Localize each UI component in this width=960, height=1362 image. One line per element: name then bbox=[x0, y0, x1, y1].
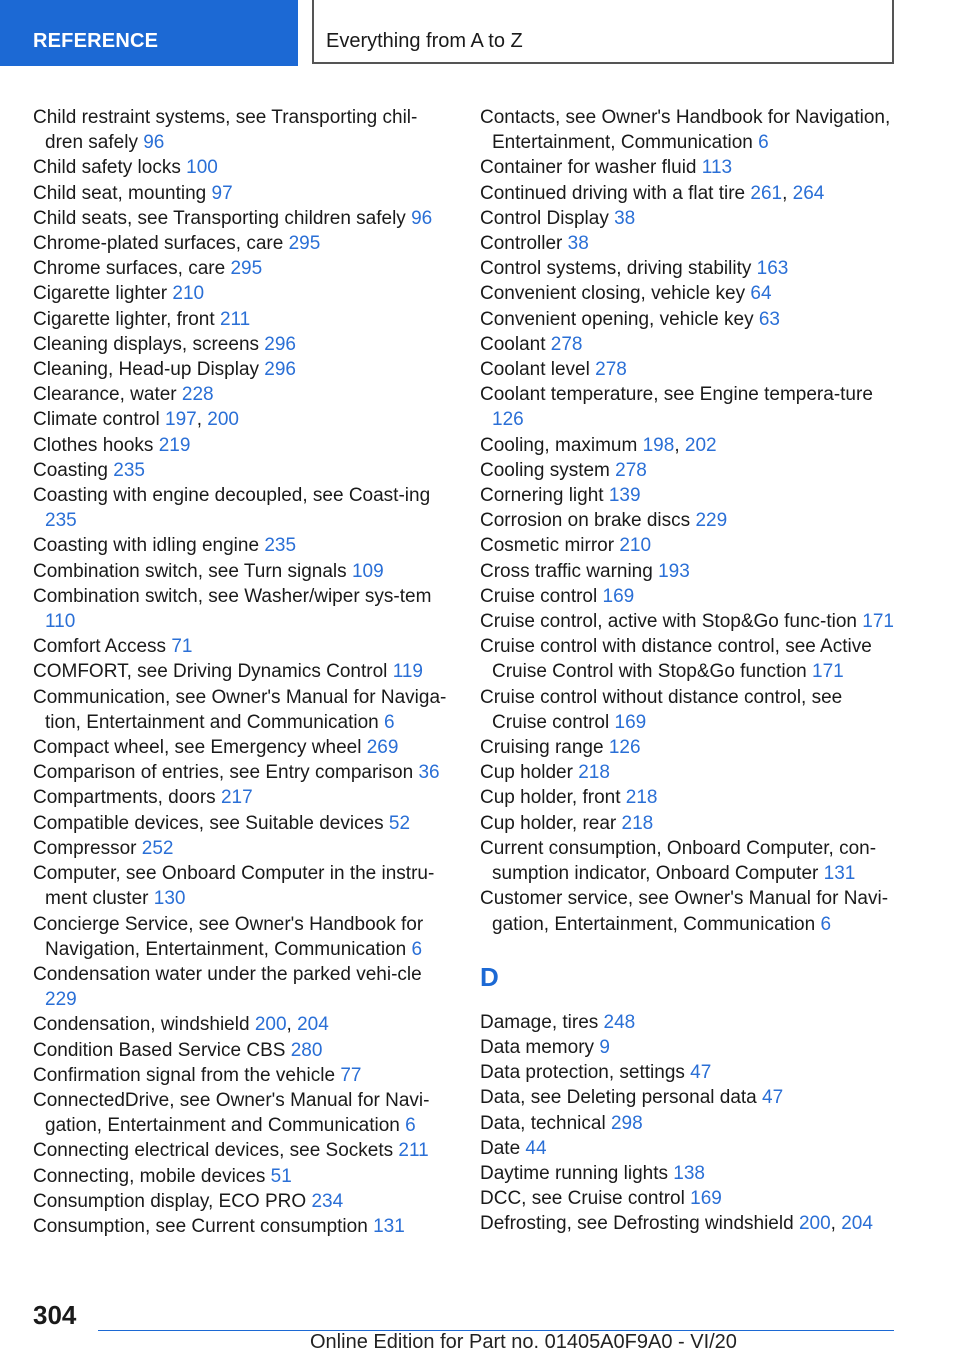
index-entry bbox=[33, 281, 453, 306]
page-reference-link[interactable]: 295 bbox=[230, 258, 263, 280]
index-entry bbox=[480, 1111, 900, 1136]
index-entry bbox=[33, 836, 453, 861]
page-reference-link[interactable]: 126 bbox=[492, 409, 524, 431]
index-letter-heading: D bbox=[480, 961, 499, 992]
page-reference-link[interactable]: 139 bbox=[608, 485, 641, 507]
index-entry bbox=[480, 1136, 900, 1161]
page-reference-link[interactable]: 278 bbox=[550, 333, 583, 355]
index-entry-term: Communication, see Owner's Manual for Naviga-tion, Entertainment and Communication bbox=[33, 686, 447, 733]
index-entry: Condensation, windshield 200, 204 bbox=[33, 1014, 329, 1036]
index-entry-term: Data protection, settings bbox=[480, 1062, 691, 1084]
index-entry bbox=[480, 105, 900, 155]
page-reference-link[interactable]: 234 bbox=[311, 1190, 344, 1212]
page-reference-link[interactable]: 280 bbox=[290, 1039, 323, 1061]
index-entry bbox=[480, 836, 900, 886]
index-entry bbox=[33, 458, 453, 483]
page-reference-link[interactable]: 248 bbox=[603, 1011, 636, 1033]
index-entry-term: Comparison of entries, see Entry comparison bbox=[33, 762, 419, 784]
index-entry-term: Condition Based Service CBS bbox=[33, 1039, 291, 1061]
index-entry bbox=[480, 1010, 900, 1035]
index-entry bbox=[480, 155, 900, 180]
page-reference-link[interactable]: 51 bbox=[270, 1165, 292, 1187]
index-entry-term: Cooling, maximum bbox=[480, 434, 643, 456]
page-reference-link[interactable]: 96 bbox=[411, 207, 433, 229]
index-entry-term: Computer, see Onboard Computer in the instru-ment cluster bbox=[33, 863, 435, 910]
footer-edition: Online Edition for Part no. 01405A0F9A0 - VI/20 bbox=[310, 1331, 737, 1353]
page-reference-link[interactable]: 131 bbox=[823, 863, 856, 885]
page-reference-link[interactable]: 171 bbox=[812, 661, 844, 683]
index-entry-term: Child safety locks bbox=[33, 157, 187, 179]
index-entry bbox=[33, 231, 453, 256]
page-reference-link[interactable]: 171 bbox=[862, 611, 894, 633]
index-entry-term: Continued driving with a flat tire bbox=[480, 182, 751, 204]
index-entry-term: Damage, tires bbox=[480, 1011, 604, 1033]
index-entry-term: Concierge Service, see Owner's Handbook for Navigation, Entertainment, Communication bbox=[33, 913, 424, 960]
index-entry bbox=[33, 811, 453, 836]
page-reference-link[interactable]: 298 bbox=[610, 1112, 643, 1134]
page-reference-link[interactable]: 296 bbox=[264, 333, 296, 355]
section-tab bbox=[0, 0, 298, 66]
index-entry bbox=[33, 1189, 453, 1214]
page-reference-link[interactable]: 197 bbox=[165, 409, 197, 431]
index-entry-term: Consumption display, ECO PRO bbox=[33, 1190, 312, 1212]
index-entry-term: Coolant temperature, see Engine tempera-ture bbox=[480, 384, 873, 406]
index-entry bbox=[480, 584, 900, 609]
page-reference-link[interactable]: 130 bbox=[153, 888, 186, 910]
page-reference-link[interactable]: 202 bbox=[684, 434, 717, 456]
index-entry bbox=[480, 357, 900, 382]
page-reference-link[interactable]: 71 bbox=[171, 636, 193, 658]
index-entry bbox=[33, 685, 453, 735]
index-entry bbox=[33, 382, 453, 407]
page-reference-link[interactable]: 9 bbox=[599, 1036, 610, 1058]
index-entry-term: Child seats, see Transporting children safely bbox=[33, 207, 412, 229]
page-reference-link[interactable]: 211 bbox=[219, 308, 251, 330]
index-entry-term: Container for washer fluid bbox=[480, 157, 702, 179]
index-entry bbox=[480, 785, 900, 810]
index-entry bbox=[33, 105, 453, 155]
page-reference-link[interactable]: 217 bbox=[220, 787, 253, 809]
page-reference-link[interactable]: 52 bbox=[388, 812, 411, 834]
index-entry bbox=[33, 533, 453, 558]
index-column-left bbox=[33, 105, 453, 1239]
index-entry-term: Climate control bbox=[33, 409, 165, 431]
index-entry-term: Coolant bbox=[480, 333, 551, 355]
page-reference-link[interactable]: 204 bbox=[841, 1213, 873, 1235]
index-entry-term: Coasting with engine decoupled, see Coast-ing bbox=[33, 485, 431, 507]
index-entry-term: Convenient closing, vehicle key bbox=[480, 283, 751, 305]
page-reference-link[interactable]: 193 bbox=[658, 560, 690, 582]
index-entry-term: Control Display bbox=[480, 207, 615, 229]
page-reference-link[interactable]: 44 bbox=[525, 1137, 547, 1159]
index-entry bbox=[480, 1060, 900, 1085]
page-reference-link[interactable]: 138 bbox=[673, 1162, 705, 1184]
index-entry-term: Confirmation signal from the vehicle bbox=[33, 1064, 341, 1086]
index-entry-term: DCC, see Cruise control bbox=[480, 1188, 691, 1210]
index-entry-term: Compartments, doors bbox=[33, 787, 221, 809]
index-entry-term: Cup holder bbox=[480, 762, 579, 784]
page-reference-link[interactable]: 235 bbox=[113, 459, 145, 481]
index-entry-term: Contacts, see Owner's Handbook for Navigation, Entertainment, Communication bbox=[480, 107, 891, 154]
index-entry-term: Cosmetic mirror bbox=[480, 535, 620, 557]
index-entry-term: Connecting, mobile devices bbox=[33, 1165, 271, 1187]
index-entry bbox=[33, 206, 453, 231]
index-entry bbox=[33, 785, 453, 810]
index-entry bbox=[480, 332, 900, 357]
index-entry bbox=[480, 256, 900, 281]
index-entry bbox=[480, 231, 900, 256]
index-entry bbox=[33, 433, 453, 458]
index-entry bbox=[33, 483, 453, 533]
page-reference-link[interactable]: 219 bbox=[158, 434, 191, 456]
index-entry bbox=[480, 1035, 900, 1060]
index-entry-term: Child seat, mounting bbox=[33, 182, 212, 204]
page-reference-link[interactable]: 200 bbox=[798, 1213, 831, 1235]
index-entry bbox=[33, 307, 453, 332]
page-reference-link[interactable]: 131 bbox=[373, 1215, 405, 1237]
page-reference-link[interactable]: 169 bbox=[602, 585, 635, 607]
page-reference-link[interactable]: 6 bbox=[384, 711, 395, 733]
index-entry-term: Data, technical bbox=[480, 1112, 611, 1134]
index-entry-term: Cigarette lighter, front bbox=[33, 308, 220, 330]
page-reference-link[interactable]: 110 bbox=[45, 611, 76, 633]
page-reference-link[interactable]: 229 bbox=[695, 510, 728, 532]
index-entry-term: Data, see Deleting personal data bbox=[480, 1087, 763, 1109]
index-entry-term: Clothes hooks bbox=[33, 434, 159, 456]
index-entry bbox=[33, 1214, 453, 1239]
index-entry bbox=[480, 281, 900, 306]
index-entry-term: Chrome surfaces, care bbox=[33, 258, 231, 280]
page-reference-link[interactable]: 6 bbox=[411, 938, 423, 960]
index-entry bbox=[33, 760, 453, 785]
index-entry bbox=[33, 912, 453, 962]
page-reference-link[interactable]: 210 bbox=[619, 535, 652, 557]
index-entry-term: COMFORT, see Driving Dynamics Control bbox=[33, 661, 393, 683]
index-group-c bbox=[480, 105, 900, 937]
page-reference-link[interactable]: 252 bbox=[141, 837, 174, 859]
page-reference-link[interactable]: 200 bbox=[207, 409, 239, 431]
index-entry-term: Cruise control without distance control, see Cruise control bbox=[480, 686, 843, 733]
index-entry bbox=[480, 559, 900, 584]
index-entry bbox=[480, 382, 900, 432]
index-entry: Continued driving with a flat tire 261, 264 bbox=[480, 182, 825, 204]
page-reference-link[interactable]: 47 bbox=[690, 1062, 712, 1084]
page-reference-link[interactable]: 96 bbox=[143, 132, 165, 154]
index-entry-term: Chrome-plated surfaces, care bbox=[33, 233, 289, 255]
index-entry bbox=[480, 483, 900, 508]
page-reference-link[interactable]: 296 bbox=[264, 359, 296, 381]
index-entry bbox=[33, 181, 453, 206]
chapter-title: Everything from A to Z bbox=[326, 30, 523, 52]
index-entry-term: Defrosting, see Defrosting windshield bbox=[480, 1213, 799, 1235]
index-entry-term: Daytime running lights bbox=[480, 1162, 674, 1184]
page-reference-link[interactable]: 218 bbox=[578, 762, 610, 784]
index-entry-term: Convenient opening, vehicle key bbox=[480, 308, 759, 330]
index-entry-term: Cleaning, Head-up Display bbox=[33, 359, 265, 381]
page-reference-link[interactable]: 204 bbox=[297, 1014, 329, 1036]
page-reference-link[interactable]: 278 bbox=[615, 459, 647, 481]
index-entry: Defrosting, see Defrosting windshield 200, 204 bbox=[480, 1213, 873, 1235]
index-entry bbox=[480, 1161, 900, 1186]
index-entry-term: Coasting bbox=[33, 459, 114, 481]
page-reference-link[interactable]: 218 bbox=[625, 787, 658, 809]
page-reference-link[interactable]: 97 bbox=[211, 182, 233, 204]
index-entry bbox=[480, 760, 900, 785]
index-entry-term: Condensation water under the parked vehi-cle bbox=[33, 963, 422, 985]
index-entry-term: Cruising range bbox=[480, 737, 609, 759]
index-entry-term: Date bbox=[480, 1137, 526, 1159]
page-reference-link[interactable]: 6 bbox=[405, 1115, 416, 1137]
index-entry bbox=[33, 634, 453, 659]
page-reference-link[interactable]: 218 bbox=[621, 812, 654, 834]
page-reference-link[interactable]: 38 bbox=[614, 207, 636, 229]
index-entry bbox=[480, 685, 900, 735]
index-group-d bbox=[480, 1010, 900, 1237]
index-entry bbox=[480, 206, 900, 231]
page-reference-link[interactable]: 295 bbox=[288, 233, 321, 255]
index-entry-term: Cooling system bbox=[480, 459, 616, 481]
index-entry-term: Cleaning displays, screens bbox=[33, 333, 265, 355]
page-reference-link[interactable]: 198 bbox=[642, 434, 675, 456]
index-entry-term: Controller bbox=[480, 233, 568, 255]
index-entry: Climate control 197, 200 bbox=[33, 409, 239, 431]
page-reference-link[interactable]: 113 bbox=[701, 157, 733, 179]
index-entry: Cooling, maximum 198, 202 bbox=[480, 434, 717, 456]
index-entry bbox=[33, 659, 453, 684]
page-reference-link[interactable]: 169 bbox=[690, 1188, 722, 1210]
index-entry bbox=[33, 1138, 453, 1163]
index-entry-term: Clearance, water bbox=[33, 384, 182, 406]
index-entry bbox=[480, 458, 900, 483]
index-entry-term: Cruise control with distance control, see Active Cruise Control with Stop&Go function bbox=[480, 636, 872, 683]
page-reference-link[interactable]: 36 bbox=[418, 762, 440, 784]
index-entry-term: Combination switch, see Turn signals bbox=[33, 560, 352, 582]
index-entry bbox=[33, 256, 453, 281]
index-entry bbox=[33, 962, 453, 1012]
index-entry bbox=[33, 1164, 453, 1189]
index-entry-term: Compressor bbox=[33, 837, 142, 859]
index-entry-term: Coasting with idling engine bbox=[33, 535, 265, 557]
page-reference-link[interactable]: 126 bbox=[608, 737, 641, 759]
page-reference-link[interactable]: 100 bbox=[186, 157, 218, 179]
page-reference-link[interactable]: 200 bbox=[254, 1014, 287, 1036]
index-entry bbox=[33, 1063, 453, 1088]
index-entry-term: Condensation, windshield bbox=[33, 1014, 255, 1036]
index-entry bbox=[480, 307, 900, 332]
index-entry-term: Corrosion on brake discs bbox=[480, 510, 696, 532]
page-number: 304 bbox=[33, 1300, 77, 1330]
page-reference-link[interactable]: 169 bbox=[614, 711, 647, 733]
page-reference-link[interactable]: 6 bbox=[820, 913, 832, 935]
index-entry bbox=[33, 861, 453, 911]
page-reference-link[interactable]: 47 bbox=[762, 1087, 784, 1109]
index-entry-term: ConnectedDrive, see Owner's Manual for Navi-gation, Entertainment and Communication bbox=[33, 1089, 430, 1137]
index-entry bbox=[480, 735, 900, 760]
page-reference-link[interactable]: 228 bbox=[181, 384, 214, 406]
page-reference-link[interactable]: 278 bbox=[595, 359, 627, 381]
page-reference-link[interactable]: 269 bbox=[366, 737, 399, 759]
index-entry-term: Comfort Access bbox=[33, 636, 172, 658]
index-entry-term: Cruise control bbox=[480, 585, 603, 607]
page-reference-link[interactable]: 63 bbox=[758, 308, 780, 330]
page-reference-link[interactable]: 211 bbox=[398, 1140, 429, 1162]
index-entry bbox=[480, 886, 900, 936]
index-entry-term: Cup holder, rear bbox=[480, 812, 622, 834]
index-entry bbox=[33, 155, 453, 180]
index-entry bbox=[480, 1085, 900, 1110]
page-reference-link[interactable]: 109 bbox=[351, 560, 384, 582]
page-reference-link[interactable]: 261 bbox=[750, 182, 783, 204]
index-entry-term: Combination switch, see Washer/wiper sys-tem bbox=[33, 585, 432, 607]
index-entry bbox=[33, 357, 453, 382]
page-reference-link[interactable]: 163 bbox=[756, 258, 789, 280]
page-reference-link[interactable]: 210 bbox=[172, 283, 205, 305]
page-reference-link[interactable]: 64 bbox=[750, 283, 772, 305]
index-entry-term: Connecting electrical devices, see Sockets bbox=[33, 1140, 399, 1162]
index-entry bbox=[33, 1088, 453, 1138]
page-reference-link[interactable]: 264 bbox=[792, 182, 825, 204]
index-entry bbox=[33, 559, 453, 584]
page-reference-link[interactable]: 235 bbox=[264, 535, 297, 557]
index-entry-term: Cornering light bbox=[480, 485, 609, 507]
page-reference-link[interactable]: 38 bbox=[567, 233, 589, 255]
index-entry bbox=[33, 332, 453, 357]
index-entry bbox=[33, 735, 453, 760]
index-entry-term: Cup holder, front bbox=[480, 787, 626, 809]
index-entry-term: Current consumption, Onboard Computer, con-sumption indicator, Onboard Computer bbox=[480, 837, 877, 885]
index-entry-term: Control systems, driving stability bbox=[480, 258, 757, 280]
index-entry-term: Compatible devices, see Suitable devices bbox=[33, 812, 389, 834]
index-entry-term: Consumption, see Current consumption bbox=[33, 1215, 374, 1237]
index-entry bbox=[480, 811, 900, 836]
index-entry-term: Child restraint systems, see Transporting chil-dren safely bbox=[33, 107, 418, 154]
index-entry bbox=[480, 634, 900, 684]
index-entry-term: Data memory bbox=[480, 1036, 600, 1058]
page-reference-link[interactable]: 229 bbox=[45, 989, 77, 1011]
page-reference-link[interactable]: 119 bbox=[392, 661, 423, 683]
index-entry-term: Compact wheel, see Emergency wheel bbox=[33, 737, 367, 759]
index-entry-term: Customer service, see Owner's Manual for Navi-gation, Entertainment, Communication bbox=[480, 888, 889, 935]
index-entry bbox=[480, 1186, 900, 1211]
index-entry bbox=[33, 1038, 453, 1063]
page-reference-link[interactable]: 77 bbox=[340, 1064, 362, 1086]
chapter-header bbox=[312, 0, 894, 64]
index-entry bbox=[480, 533, 900, 558]
index-entry-term: Coolant level bbox=[480, 359, 596, 381]
index-entry bbox=[480, 609, 900, 634]
page-reference-link[interactable]: 6 bbox=[758, 132, 769, 154]
index-entry bbox=[33, 584, 453, 634]
index-entry bbox=[480, 508, 900, 533]
page-reference-link[interactable]: 235 bbox=[45, 510, 77, 532]
index-entry-term: Cruise control, active with Stop&Go func-tion bbox=[480, 611, 863, 633]
index-entry-term: Cigarette lighter bbox=[33, 283, 173, 305]
index-column-right bbox=[480, 105, 900, 1237]
index-entry-term: Cross traffic warning bbox=[480, 560, 659, 582]
section-tab-label: REFERENCE bbox=[33, 30, 159, 52]
